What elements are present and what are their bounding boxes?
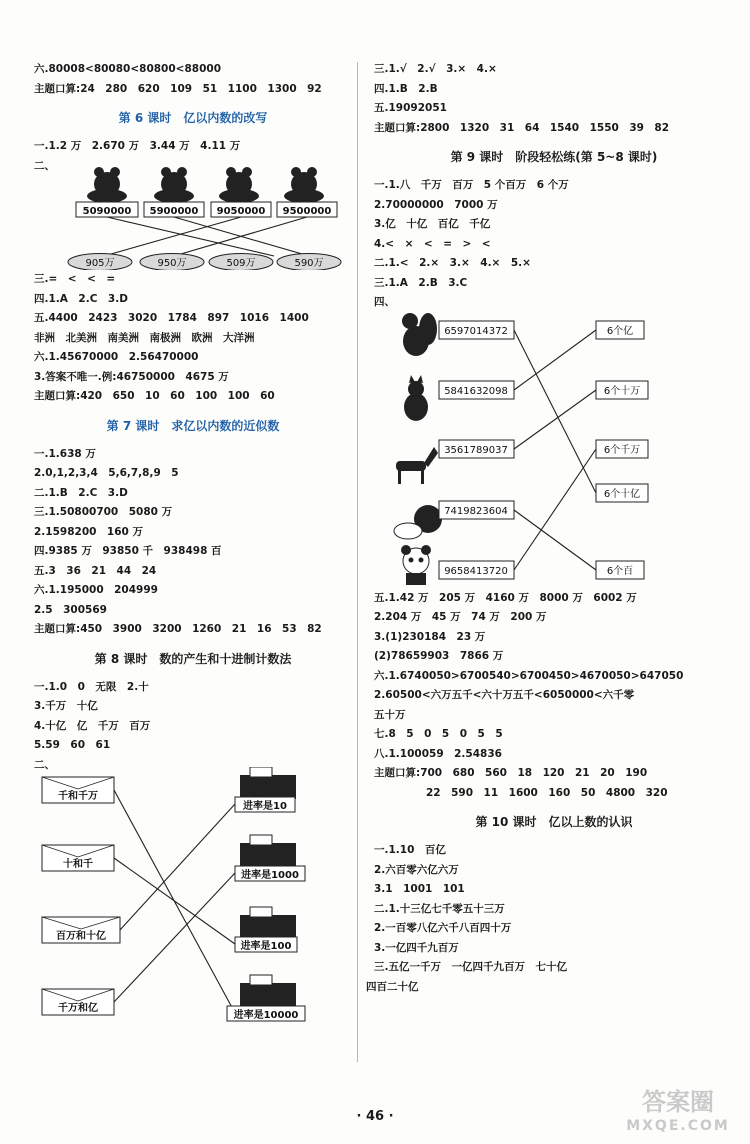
animal-matching-diagram (374, 307, 674, 589)
frog-matching-diagram (34, 162, 352, 270)
lion-icon (394, 505, 442, 539)
answer-line: 3.千万 十亿 (34, 700, 98, 712)
answer-line: 四、 (374, 296, 395, 308)
answer-line: 四.9385 万 93850 千 938498 百 (34, 545, 222, 557)
number-box: 9500000 (282, 206, 332, 217)
answer-line: 主题口算:420 650 10 60 100 100 60 (34, 390, 275, 402)
answer-line: 5.59 60 61 (34, 739, 111, 751)
lesson-6-title: 第 6 课时 亿以内数的改写 (118, 111, 268, 125)
approx-oval: 509万 (226, 258, 256, 269)
answer-line: 六.1.45670000 2.56470000 (34, 351, 199, 363)
answer-line: 2.0,1,2,3,4 5,6,7,8,9 5 (34, 467, 179, 479)
answer-line: 主题口算:700 680 560 18 120 21 20 190 (374, 767, 648, 779)
answer-line: 二、 (34, 159, 55, 172)
answer-line: 三.1.A 2.B 3.C (374, 276, 468, 289)
frog-icon (87, 167, 127, 203)
frog-icon (154, 167, 194, 203)
answer-line: 一.1.八 千万 百万 5 个百万 6 个万 (374, 179, 569, 191)
answer-line: 2.一百零八亿六千八百四十万 (374, 922, 512, 934)
answer-line: 2.204 万 45 万 74 万 200 万 (374, 611, 547, 623)
envelope-label: 千和千万 (58, 791, 98, 802)
answer-line: 主题口算:24 280 620 109 51 1100 1300 92 (34, 82, 322, 95)
answer-line: 2.70000000 7000 万 (374, 198, 498, 211)
column-divider (357, 62, 358, 1062)
answer-line: 三.= < < = (34, 273, 116, 285)
animal-number: 5841632098 (444, 385, 508, 397)
building-icon (240, 907, 296, 939)
answer-line: 三.1.√ 2.√ 3.× 4.× (374, 63, 497, 75)
answer-line: 4.十亿 亿 千万 百万 (34, 719, 151, 732)
animal-number: 6597014372 (444, 325, 508, 337)
answer-line: 一.1.0 0 无限 2.十 (34, 680, 149, 693)
answer-line: 3.答案不唯一.例:46750000 4675 万 (34, 370, 229, 383)
envelope-matching-diagram (34, 767, 352, 1047)
place-label: 6个十亿 (603, 488, 641, 500)
animal-number: 9658413720 (444, 565, 508, 577)
answer-line: 主题口算:450 3900 3200 1260 21 16 53 82 (34, 623, 322, 635)
watermark (614, 1090, 742, 1140)
place-label: 6个亿 (606, 325, 634, 337)
answer-line: 七.8 5 0 5 0 5 5 (374, 728, 503, 740)
answer-line: 2.六百零六亿六万 (374, 863, 459, 876)
building-icon (240, 975, 296, 1007)
answer-line: 主题口算:2800 1320 31 64 1540 1550 39 82 (374, 121, 670, 134)
watermark-top: 答案圈 (642, 1088, 714, 1116)
envelope-label: 千万和亿 (58, 1003, 98, 1014)
answer-line: 八.1.100059 2.54836 (374, 747, 502, 760)
answer-line: 五.1.42 万 205 万 4160 万 8000 万 6002 万 (374, 591, 637, 604)
answer-line: 三.1.50800700 5080 万 (34, 506, 173, 518)
panda-icon (401, 545, 431, 585)
answer-line: 一.1.10 百亿 (374, 844, 446, 856)
answer-line: 五.4400 2423 3020 1784 897 1016 1400 (34, 312, 309, 324)
answer-line: 2.5 300569 (34, 603, 107, 616)
lesson-8-title: 第 8 课时 数的产生和十进制计数法 (94, 651, 292, 666)
place-label: 6个十万 (603, 385, 641, 397)
answer-line: 六.1.195000 204999 (34, 584, 158, 596)
place-label: 6个千万 (603, 444, 641, 456)
number-box: 5900000 (149, 206, 199, 217)
answer-line: 二.1.十三亿七千零五十三万 (374, 902, 505, 915)
cat-icon (404, 375, 428, 421)
place-label: 6个百 (606, 565, 634, 577)
answer-line: 四百二十亿 (366, 980, 419, 993)
animal-number: 7419823604 (444, 505, 508, 517)
answer-line: 四.1.A 2.C 3.D (34, 292, 128, 305)
answer-line: 五.3 36 21 44 24 (34, 564, 157, 577)
lesson-9-title: 第 9 课时 阶段轻松练(第 5~8 课时) (450, 150, 658, 164)
animal-number: 3561789037 (444, 444, 508, 456)
answer-line: 五.19092051 (374, 102, 447, 114)
answer-line: 四.1.B 2.B (374, 82, 438, 95)
approx-oval: 905万 (85, 258, 115, 269)
number-box: 9050000 (216, 206, 266, 217)
squirrel-icon (402, 313, 437, 356)
answer-line: 3.亿 十亿 百亿 千亿 (374, 218, 491, 230)
answer-line: 二.1.< 2.× 3.× 4.× 5.× (374, 257, 531, 269)
approx-oval: 590万 (294, 258, 324, 269)
answer-line: 六.80008<80080<80800<88000 (34, 63, 222, 75)
frog-icon (219, 167, 259, 203)
left-column (34, 60, 352, 1047)
answer-line: 二、 (34, 758, 55, 771)
envelope-label: 十和千 (63, 859, 93, 870)
answer-line: 3.(1)230184 23 万 (374, 630, 486, 643)
page-number: · 46 · (356, 1109, 394, 1124)
envelope-label: 百万和十亿 (56, 931, 106, 942)
lesson-10-title: 第 10 课时 亿以上数的认识 (475, 815, 633, 829)
answer-line: 一.1.2 万 2.670 万 3.44 万 4.11 万 (34, 140, 241, 152)
answer-line: 22 590 11 1600 160 50 4800 320 (426, 786, 668, 799)
answer-line: 五十万 (374, 708, 406, 721)
rate-label: 进率是10000 (233, 1010, 299, 1021)
frog-icon (284, 167, 324, 203)
answer-line: 3.一亿四千九百万 (374, 941, 459, 954)
answer-line: 4.< × < = > < (374, 237, 491, 250)
rate-label: 进率是100 (240, 941, 292, 952)
building-icon (240, 767, 296, 799)
number-box: 5090000 (82, 206, 132, 217)
approx-oval: 950万 (157, 258, 187, 269)
answer-line: 3.1 1001 101 (374, 883, 465, 895)
right-column (366, 60, 734, 997)
answer-line: 六.1.6740050>6700540>6700450>4670050>647050 (374, 669, 684, 682)
rate-label: 进率是1000 (241, 870, 299, 881)
watermark-bottom: MXQE.COM (626, 1118, 730, 1134)
answer-line: 2.1598200 160 万 (34, 525, 144, 538)
answer-line: (2)78659903 7866 万 (374, 650, 504, 662)
building-icon (240, 835, 296, 867)
answer-line: 三.五亿一千万 一亿四千九百万 七十亿 (374, 961, 567, 973)
answer-line: 2.60500<六万五千<六十万五千<6050000<六千零 (374, 689, 635, 701)
horse-icon (396, 447, 438, 484)
answer-line: 非洲 北美洲 南美洲 南极洲 欧洲 大洋洲 (34, 331, 255, 344)
answer-line: 二.1.B 2.C 3.D (34, 486, 128, 499)
lesson-7-title: 第 7 课时 求亿以内数的近似数 (106, 418, 280, 433)
rate-label: 进率是10 (243, 801, 287, 812)
answer-line: 一.1.638 万 (34, 447, 96, 460)
